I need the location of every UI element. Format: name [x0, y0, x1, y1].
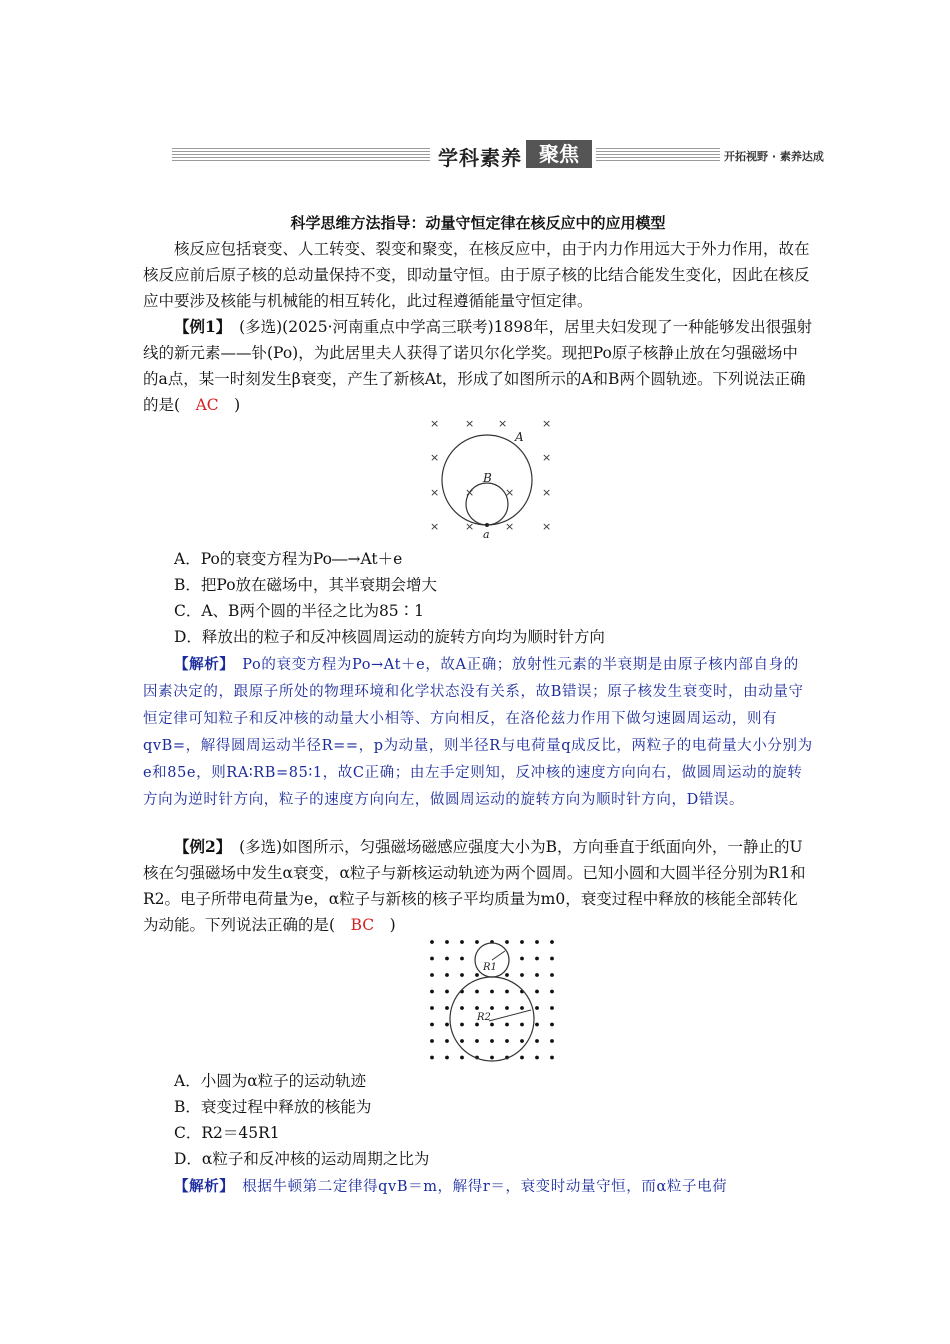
section-header [172, 140, 842, 170]
label-R1: R1 [483, 962, 497, 973]
field-dot [535, 1056, 539, 1060]
orbit-B [466, 483, 508, 525]
field-dot [445, 1023, 449, 1027]
label-B: B [483, 471, 492, 485]
field-dot [475, 990, 479, 994]
field-dot [505, 1023, 509, 1027]
field-dot [460, 1023, 464, 1027]
label-A: A [515, 430, 524, 444]
field-dot [430, 1023, 434, 1027]
field-dot [550, 940, 554, 944]
field-dot [520, 940, 524, 944]
cross-mark: × [505, 520, 515, 533]
example1-tag: 【例1】 [174, 317, 224, 336]
field-dot [520, 1039, 524, 1043]
cross-mark: × [542, 417, 552, 430]
field-dot [490, 990, 494, 994]
header-slogan: 开拓视野 · 素养达成 [724, 150, 824, 163]
field-dot [505, 990, 509, 994]
example1-option-b: B．把Po放在磁场中，其半衰期会增大 [174, 576, 438, 594]
cross-mark: × [542, 520, 552, 533]
field-dot [550, 973, 554, 977]
cross-mark: × [430, 451, 440, 464]
field-dot [550, 990, 554, 994]
field-dot [550, 1056, 554, 1060]
field-dot [535, 1006, 539, 1010]
cross-mark: × [542, 486, 552, 499]
field-dot [520, 1006, 524, 1010]
cross-mark: × [498, 417, 508, 430]
example2-answer: BC [350, 916, 375, 934]
radius-R2 [489, 1010, 531, 1021]
intro-paragraph: 核反应包括衰变、人工转变、裂变和聚变，在核反应中，由于内力作用远大于外力作用，故在核反应前后原子核的总动量保持不变，即动量守恒。由于原子核的比结合能发生变化，因此在核反应中要涉及核能与机械能的相互转化，此过程遵循能量守恒定律。 [143, 240, 810, 310]
field-dot [445, 957, 449, 961]
field-dot [430, 940, 434, 944]
point-a [485, 523, 489, 527]
cross-mark: × [465, 417, 475, 430]
field-dot [460, 973, 464, 977]
field-dot [460, 1006, 464, 1010]
example1-analysis-tag: 【解析】 [174, 656, 228, 673]
field-dot [535, 1023, 539, 1027]
example2-option-a: A．小圆为α粒子的运动轨迹 [174, 1072, 367, 1090]
example2-analysis-tag: 【解析】 [174, 1178, 228, 1195]
example1-option-a: A．Po的衰变方程为Po―→At＋e [174, 550, 403, 568]
field-dot [460, 940, 464, 944]
field-dot [490, 1056, 494, 1060]
field-dot [445, 1006, 449, 1010]
label-R2: R2 [477, 1012, 491, 1023]
example1-analysis [143, 651, 813, 814]
field-dot [445, 1056, 449, 1060]
cross-mark: × [465, 520, 475, 533]
field-dot [535, 1039, 539, 1043]
field-dot [475, 940, 479, 944]
field-dot [445, 940, 449, 944]
header-highlight: 聚焦 [526, 140, 592, 168]
field-dot [430, 957, 434, 961]
example2-analysis-text: 根据牛顿第二定律得qvB＝m，解得r＝，衰变时动量守恒，而α粒子电荷 [242, 1179, 728, 1195]
field-dot [460, 1056, 464, 1060]
field-dot [490, 1006, 494, 1010]
field-dot [505, 940, 509, 944]
field-dot [430, 1039, 434, 1043]
field-dot [520, 1056, 524, 1060]
large-circle [450, 977, 534, 1061]
field-dot [475, 1039, 479, 1043]
field-dot [475, 1023, 479, 1027]
field-dot [490, 1023, 494, 1027]
example2-option-c: C．R2＝45R1 [174, 1124, 280, 1142]
field-dot [445, 1039, 449, 1043]
field-dot [430, 990, 434, 994]
field-dot [460, 957, 464, 961]
field-dot [445, 990, 449, 994]
field-dot [535, 973, 539, 977]
example2-tag: 【例2】 [174, 837, 224, 856]
field-dot [475, 973, 479, 977]
field-dot [550, 1039, 554, 1043]
example1-text: (多选)(2025·河南重点中学高三联考)1898年，居里夫妇发现了一种能够发出很强射线的新元素——钋(Po)，为此居里夫人获得了诺贝尔化学奖。现把Po原子核静止放在匀强磁场中的a点，某一时刻发生β衰变，产生了新核At，形成了如图所示的A和B两个圆轨迹。下列说法正确的是( [143, 318, 813, 414]
field-dot [505, 1006, 509, 1010]
cross-mark: × [430, 417, 440, 430]
field-dot [520, 1023, 524, 1027]
example2-figure [425, 936, 559, 1064]
header-title: 学科素养 [438, 146, 522, 170]
example1-stem: 【例1】 (多选)(2025·河南重点中学高三联考)1898年，居里夫妇发现了一种能够发出很强射线的新元素——钋(Po)，为此居里夫人获得了诺贝尔化学奖。现把Po原子核静止放在匀强磁场中的a点，某一时刻发生β衰变，产生了新核At，形成了如图所示的A和B两个圆轨迹。下列说法正确的是( AC ) [143, 317, 813, 414]
example1-option-c: C．A、B两个圆的半径之比为85∶1 [174, 602, 425, 620]
example1-figure [420, 414, 560, 544]
example1-answer: AC [195, 396, 219, 414]
field-dot [505, 973, 509, 977]
field-dot [520, 957, 524, 961]
label-a: a [483, 528, 490, 541]
cross-mark: × [542, 451, 552, 464]
field-dot [550, 957, 554, 961]
field-dot [460, 1039, 464, 1043]
cross-mark: × [465, 486, 475, 499]
field-dot [430, 1006, 434, 1010]
example2-stem: 【例2】 (多选)如图所示，匀强磁场磁感应强度大小为B，方向垂直于纸面向外，一静止的U核在匀强磁场中发生α衰变，α粒子与新核运动轨迹为两个圆周。已知小圆和大圆半径分别为R1和R2。电子所带电荷量为e，α粒子与新核的核子平均质量为m0，衰变过程中释放的核能全部转化为动能。下列说法正确的是( BC ) [143, 837, 806, 934]
example1-option-d: D．释放出的粒子和反冲核圆周运动的旋转方向均为顺时针方向 [174, 628, 605, 646]
field-dot [505, 1039, 509, 1043]
example2-option-d: D．α粒子和反冲核的运动周期之比为 [174, 1150, 430, 1168]
field-dot [535, 940, 539, 944]
field-dot [475, 1006, 479, 1010]
field-dot [490, 1039, 494, 1043]
header-slogan-box [720, 144, 842, 166]
example2-option-b: B．衰变过程中释放的核能为 [174, 1098, 372, 1116]
field-dot [430, 973, 434, 977]
field-dot [550, 1023, 554, 1027]
field-dot [535, 990, 539, 994]
cross-mark: × [430, 486, 440, 499]
section-heading: 科学思维方法指导：动量守恒定律在核反应中的应用模型 [290, 214, 666, 232]
cross-mark: × [430, 520, 440, 533]
field-dot [445, 973, 449, 977]
field-dot [520, 973, 524, 977]
field-dot [535, 957, 539, 961]
example1-analysis-text: Po的衰变方程为Po→At＋e，故A正确；放射性元素的半衰期是由原子核内部自身的因素决定的，跟原子所处的物理环境和化学状态没有关系，故B错误；原子核发生衰变时，由动量守恒定律可知粒子和反冲核的动量大小相等、方向相反，在洛伦兹力作用下做匀速圆周运动，则有qvB=，解得圆周运动半径R==，p为动量，则半径R与电荷量q成反比，两粒子的电荷量大小分别为e和85e，则RA∶RB=85∶1，故C正确；由左手定则知，反冲核的速度方向向右，做圆周运动的旋转方向为逆时针方向，粒子的速度方向向左，做圆周运动的旋转方向为顺时针方向，D错误。 [143, 657, 813, 808]
field-dot [550, 1006, 554, 1010]
example2-text: (多选)如图所示，匀强磁场磁感应强度大小为B，方向垂直于纸面向外，一静止的U核在匀强磁场中发生α衰变，α粒子与新核运动轨迹为两个圆周。已知小圆和大圆半径分别为R1和R2。电子所带电荷量为e，α粒子与新核的核子平均质量为m0，衰变过程中释放的核能全部转化为动能。下列说法正确的是( [143, 838, 806, 934]
field-dot [430, 1056, 434, 1060]
cross-mark: × [505, 486, 515, 499]
example2-analysis [143, 1173, 813, 1201]
header-title-box [430, 140, 596, 170]
